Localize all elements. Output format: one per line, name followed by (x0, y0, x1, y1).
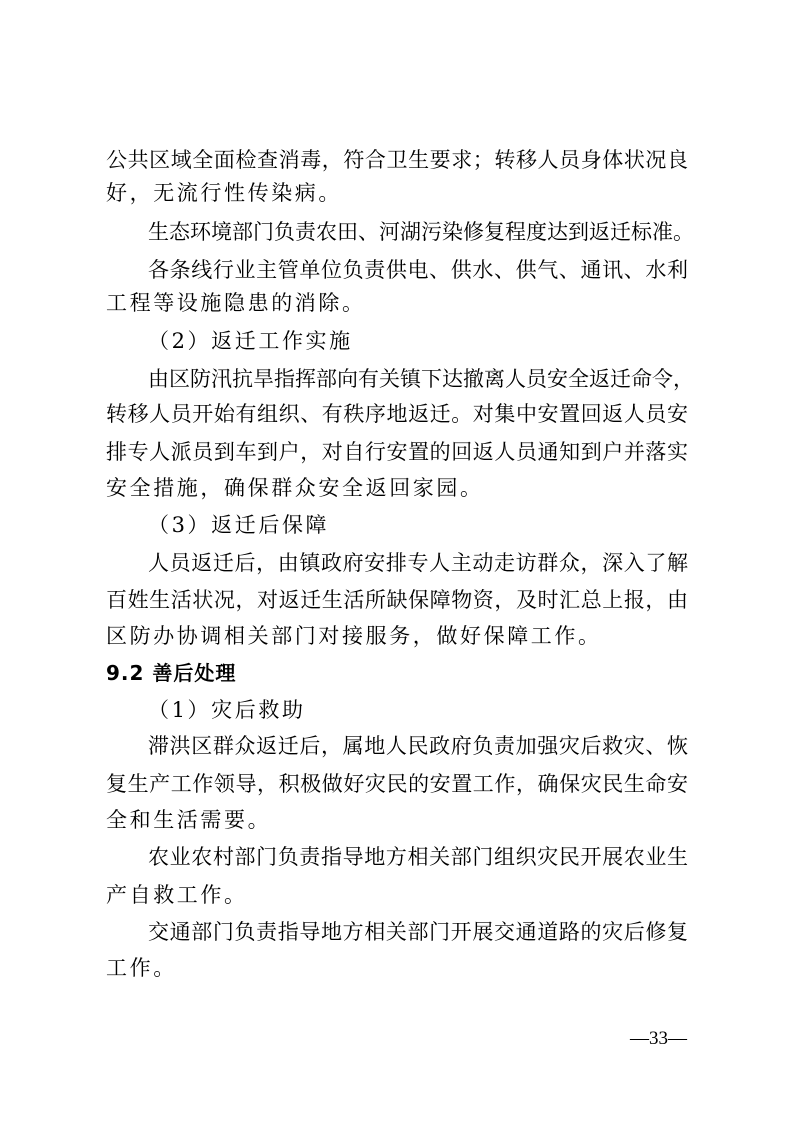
body-text-line: 工程等设施隐患的消除。 (106, 291, 366, 315)
subsection-heading: （1）灾后救助 (148, 698, 306, 722)
body-text-line: 好，无流行性传染病。 (106, 181, 342, 205)
body-text-line: 产自救工作。 (106, 883, 248, 907)
body-text-line: 农业农村部门负责指导地方相关部门组织灾民开展农业生 (148, 845, 688, 869)
body-text-line: 工作。 (106, 956, 177, 980)
subsection-heading: （3）返迁后保障 (148, 513, 330, 537)
body-text-line: 全和生活需要。 (106, 808, 272, 832)
body-text-line: 转移人员开始有组织、有秩序地返迁。对集中安置回返人员安 (106, 402, 688, 426)
body-text-line: 交通部门负责指导地方相关部门开展交通道路的灾后修复 (148, 920, 688, 944)
body-text-line: 百姓生活状况，对返迁生活所缺保障物资，及时汇总上报，由 (106, 588, 688, 612)
section-heading: 9.2 善后处理 (106, 661, 237, 685)
body-text-line: 排专人派员到车到户，对自行安置的回返人员通知到户并落实 (106, 440, 688, 464)
body-text-line: 滞洪区群众返迁后，属地人民政府负责加强灾后救灾、恢 (148, 734, 688, 758)
body-text-line: 区防办协调相关部门对接服务，做好保障工作。 (106, 624, 602, 648)
body-text-line: 人员返迁后，由镇政府安排专人主动走访群众，深入了解 (148, 551, 688, 575)
body-text-line: 安全措施，确保群众安全返回家园。 (106, 476, 484, 500)
body-text-line: 各条线行业主管单位负责供电、供水、供气、通讯、水利 (148, 258, 688, 282)
body-text-line: 公共区域全面检查消毒，符合卫生要求；转移人员身体状况良 (106, 148, 688, 172)
body-text-line: 复生产工作领导，积极做好灾民的安置工作，确保灾民生命安 (106, 772, 688, 796)
page-number: —33— (630, 1028, 687, 1049)
subsection-heading: （2）返迁工作实施 (148, 329, 353, 353)
body-text-line: 生态环境部门负责农田、河湖污染修复程度达到返迁标准。 (148, 220, 694, 244)
body-text-line: 由区防汛抗旱指挥部向有关镇下达撤离人员安全返迁命令， (148, 367, 694, 391)
